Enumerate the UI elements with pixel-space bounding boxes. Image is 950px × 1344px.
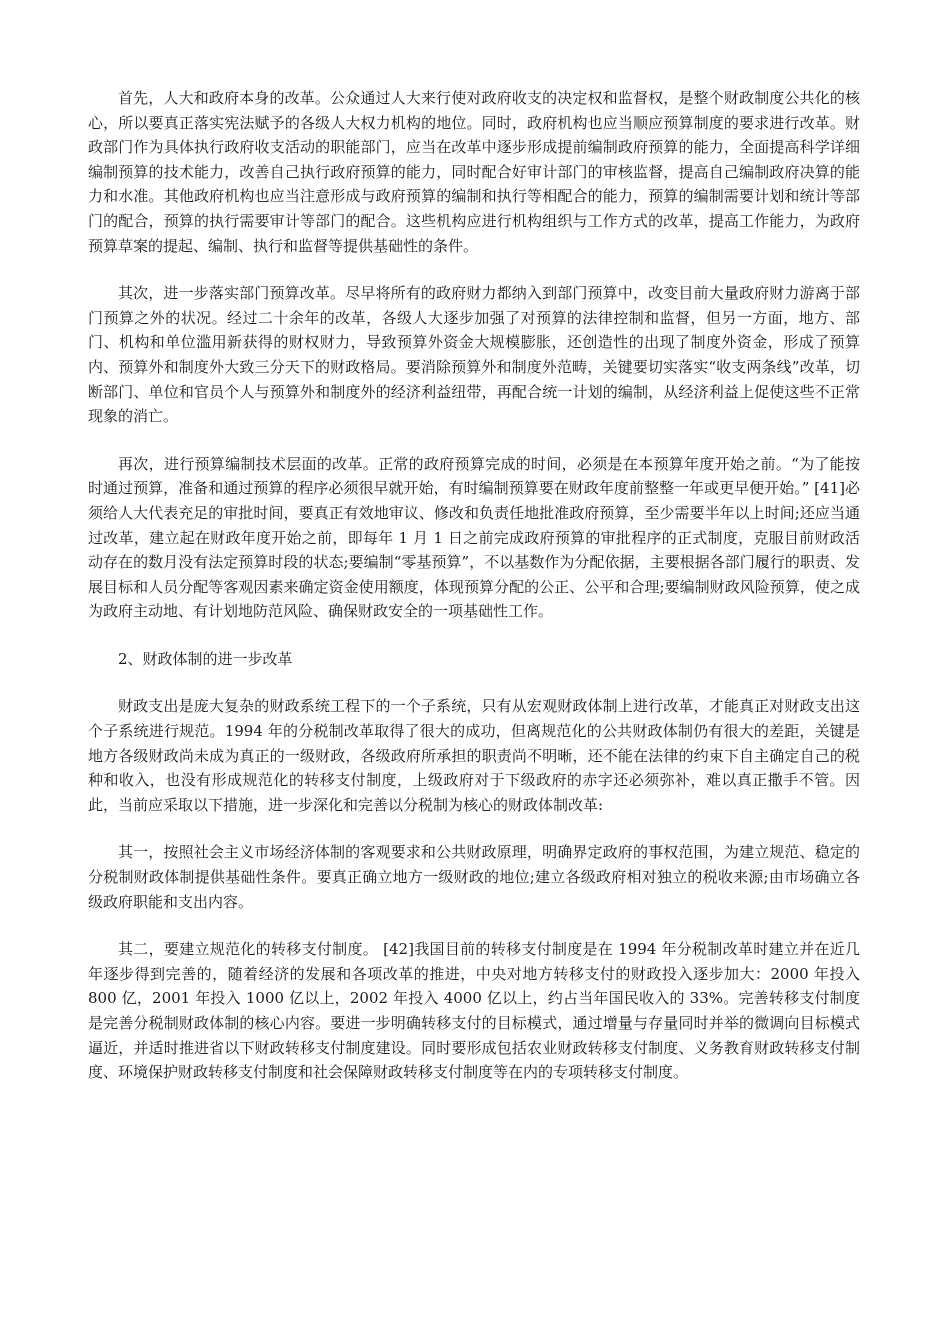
paragraph-measure-two: 其二，要建立规范化的转移支付制度。 [42]我国目前的转移支付制度是在 1994 年分税制改革时建立并在近几年逐步得到完善的，随着经济的发展和各项改革的推进，中央对地方转移支付的财政投入逐步加大：2000 年投入 800 亿，2001 年投入 1000 亿以上，2002 年投入 4000 亿以上，约占当年国民收入的 33%。完善转移支付制度是完善分税制财政体制的核心内容。要进一步明确转移支付的目标模式，通过增量与存量同时并举的微调向目标模式逼近，并适时推进省以下财政转移支付制度建设。同时要形成包括农业财政转移支付制度、义务教育财政转移支付制度、环境保护财政转移支付制度和社会保障财政转移支付制度等在内的专项转移支付制度。 xyxy=(88,940,860,1082)
section-heading: 2、财政体制的进一步改革 xyxy=(118,649,293,668)
paragraph-third: 再次，进行预算编制技术层面的改革。正常的政府预算完成的时间，必须是在本预算年度开始之前。“为了能按时通过预算，准备和通过预算的程序必须很早就开始，有时编制预算要在财政年度前整整一年或更早便开始。” [41]必须给人大代表充足的审批时间，要真正有效地审议、修改和负责任地批准政府预算，至少需要半年以上时间;还应当通过改革，建立起在财政年度开始之前，即每年 1 月 1 日之前完成政府预算的审批程序的正式制度，克服目前财政活动存在的数月没有法定预算时段的状态;要编制“零基预算”，不以基数作为分配依据，主要根据各部门履行的职责、发展目标和人员分配等客观因素来确定资金使用额度，体现预算分配的公正、公平和合理;要编制财政风险预算，使之成为政府主动地、有计划地防范风险、确保财政安全的一项基础性工作。 xyxy=(88,454,860,621)
paragraph-first: 首先，人大和政府本身的改革。公众通过人大来行使对政府收支的决定权和监督权，是整个财政制度公共化的核心，所以要真正落实宪法赋予的各级人大权力机构的地位。同时，政府机构也应当顺应预算制度的要求进行改革。财政部门作为具体执行政府收支活动的职能部门，应当在改革中逐步形成提前编制政府预算的能力，全面提高科学详细编制预算的技术能力，改善自己执行政府预算的能力，同时配合好审计部门的审核监督，提高自己编制政府决算的能力和水准。其他政府机构也应当注意形成与政府预算的编制和执行等相配合的能力，预算的编制需要计划和统计等部门的配合，预算的执行需要审计等部门的配合。这些机构应进行机构组织与工作方式的改革，提高工作能力，为政府预算草案的提起、编制、执行和监督等提供基础性的条件。 xyxy=(88,89,860,255)
paragraph-second: 其次，进一步落实部门预算改革。尽早将所有的政府财力都纳入到部门预算中，改变目前大量政府财力游离于部门预算之外的状况。经过二十余年的改革，各级人大逐步加强了对预算的法律控制和监督，但另一方面，地方、部门、机构和单位滥用新获得的财权财力，导致预算外资金大规模膨胀，还创造性的出现了制度外资金，形成了预算内、预算外和制度外大致三分天下的财政格局。要消除预算外和制度外范畴，关键要切实落实“收支两条线”改革，切断部门、单位和官员个人与预算外和制度外的经济利益纽带，再配合统一计划的编制，从经济利益上促使这些不正常现象的消亡。 xyxy=(88,284,860,426)
paragraph-measure-one: 其一，按照社会主义市场经济体制的客观要求和公共财政原理，明确界定政府的事权范围，为建立规范、稳定的分税制财政体制提供基础性条件。要真正确立地方一级财政的地位;建立各级政府相对独立的税收来源;由市场确立各级政府职能和支出内容。 xyxy=(88,843,860,911)
paragraph-fiscal-expenditure: 财政支出是庞大复杂的财政系统工程下的一个子系统，只有从宏观财政体制上进行改革，才能真正对财政支出这个子系统进行规范。1994 年的分税制改革取得了很大的成功，但离规范化的公共财政体制仍有很大的差距，关键是地方各级财政尚未成为真正的一级财政，各级政府所承担的职责尚不明晰，还不能在法律的约束下自主确定自己的税种和收入，也没有形成规范化的转移支付制度，上级政府对于下级政府的赤字还必须弥补，难以真正撒手不管。因此，当前应采取以下措施，进一步深化和完善以分税制为核心的财政体制改革: xyxy=(88,697,860,814)
document-body xyxy=(88,86,860,1108)
